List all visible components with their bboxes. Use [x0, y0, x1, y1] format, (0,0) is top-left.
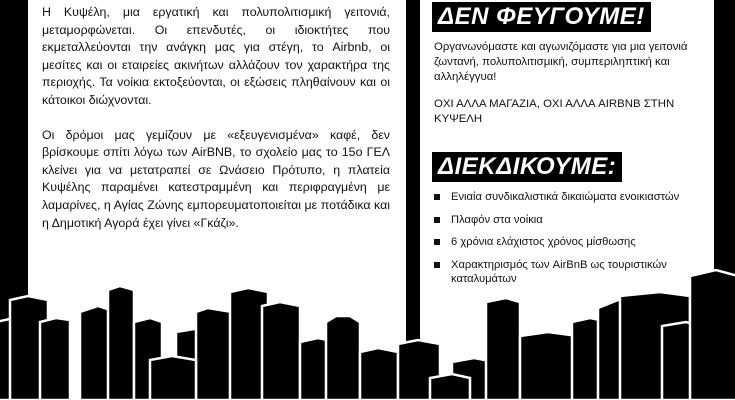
demand-item [434, 235, 708, 250]
left-text-panel [28, 0, 406, 400]
right-text-panel [420, 0, 714, 400]
demand-item [434, 258, 708, 287]
square-bullet-icon [434, 239, 440, 245]
intro-text: Οργανωνόμαστε και αγωνιζόμαστε για μια γειτονιά ζωντανή, πολυπολιτισμική, συμπεριληπτική και αλληλέγγυα! [434, 41, 688, 83]
demand-text: Ενιαία συνδικαλιστικά δικαιώματα ενοικιαστών [451, 191, 680, 203]
demand-text: Πλαφόν στα νοίκια [451, 213, 543, 226]
demands-list [434, 190, 708, 287]
square-bullet-icon [434, 262, 440, 268]
heading-diekdikoume: ΔΙΕΚΔΙΚΟΥΜΕ: [432, 152, 622, 182]
square-bullet-icon [434, 194, 440, 200]
paragraph-streets: Οι δρόμοι μας γεμίζουν με «εξευγενισμένα» καφέ, δεν βρίσκουμε σπίτι λόγω των AirBNB, το σχολείο μας το 15ο ΓΕΛ κλείνει για να μετατραπεί σε Ωνάσειο Πρότυπο, η πλατεία Κυψέλης παραμένει κατεστραμμένη και περιφραγμένη με λαμαρίνες, η Αγίας Ζώνης εμπορευματοποιείται με ποτάδικα και η Δημοτική Αγορά έχει γίνει «Γκάζι». [42, 127, 390, 230]
demand-text: 6 χρόνια ελάχιστος χρόνος μίσθωσης [451, 236, 636, 248]
slogan-text: ΟΧΙ ΑΛΛΑ ΜΑΓΑΖΙΑ, ΟΧΙ ΑΛΛΑ AIRBNB ΣΤΗΝ ΚΥΨΕΛΗ [434, 98, 675, 125]
demand-item [434, 213, 708, 228]
paragraph-neighborhood: Η Κυψέλη, μια εργατική και πολυπολιτισμική γειτονιά, μεταμορφώνεται. Οι επενδυτές, οι ιδιοκτήτες που εκμεταλλεύονται την ανάγκη μας για στέγη, το Airbnb, οι μεσίτες και οι εταιρείες ακινήτων αλλάζουν τον χαρακτήρα της περιοχής. Τα νοίκια εκτοξεύονται, οι εξώσεις πληθαίνουν και οι κάτοικοι διώχνονται. [42, 5, 390, 107]
left-text-column [42, 4, 390, 232]
heading-den-fevgoume: ΔΕΝ ΦΕΥΓΟΥΜΕ! [432, 2, 651, 32]
demand-item [434, 190, 708, 205]
demand-text: Χαρακτηρισμός των AirBnB ως τουριστικών καταλυμάτων [451, 258, 667, 285]
square-bullet-icon [434, 217, 440, 223]
